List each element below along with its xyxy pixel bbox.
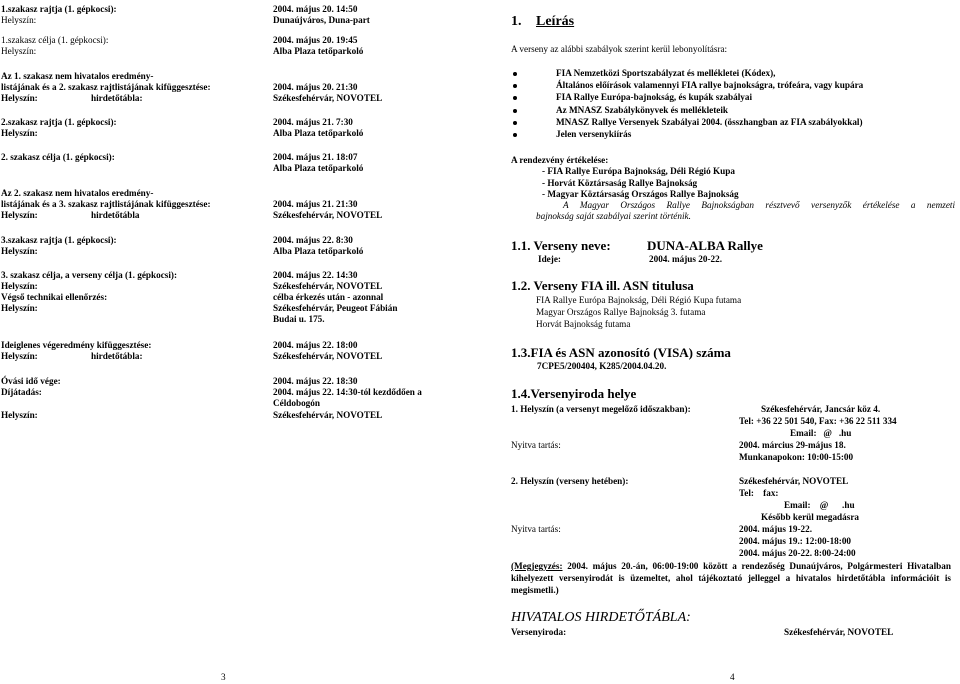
schedule-label: Helyszín:	[1, 128, 38, 138]
note-label: (Megjegyzés:	[511, 561, 563, 571]
evaluation-item: - Horvát Köztársaság Rallye Bajnokság	[542, 177, 698, 188]
rule-item: MNASZ Rallye Versenyek Szabályai 2004. (összhangban az FIA szabályokkal)	[556, 116, 863, 127]
visa-number: 7CPE5/200404, K285/2004.04.20.	[537, 361, 667, 371]
rule-item: Az MNASZ Szabálykönyvek és mellékleteik	[556, 104, 729, 115]
evaluation-note-line-2: bajnokság saját szabályai szerint történik.	[536, 211, 691, 221]
schedule-label: 2.szakasz rajtja (1. gépkocsi):	[1, 117, 117, 127]
schedule-label: Végső technikai ellenőrzés:	[1, 292, 108, 302]
schedule-label: listájának és a 2. szakasz rajtlistájának kifüggesztése:	[1, 82, 211, 92]
evaluation-title: A rendezvény értékelése:	[511, 155, 609, 165]
office-1-tel: Tel: +36 22 501 540, Fax: +36 22 511 334	[739, 416, 897, 426]
bullet-icon	[513, 96, 517, 100]
office-1-label: 1. Helyszín (a versenyt megelőző időszakban):	[511, 404, 691, 414]
schedule-label: Az 2. szakasz nem hivatalos eredmény-	[1, 188, 154, 198]
note-text: 2004. május 20.-án, 06:00-19:00 között a rendezőség Dunaújváros, Polgármesteri Hivatalban kihelyezett versenyirodát is üzemeltet, ahol tájékoztató jelleggel a hivatalos hirdetőtábla információit is megismetli.)	[511, 561, 951, 595]
office-1-open: 2004. március 29-május 18.	[739, 440, 846, 450]
bullet-icon	[513, 133, 517, 137]
office-2-address: Székesfehérvár, NOVOTEL	[739, 476, 849, 486]
office-1-hours: Munkanapokon: 10:00-15:00	[739, 452, 854, 462]
office-2-open-2: 2004. május 19.: 12:00-18:00	[739, 536, 852, 546]
schedule-value: 2004. május 22. 18:30	[273, 376, 358, 386]
schedule-label: Díjátadás:	[1, 387, 42, 397]
evaluation-note-line-1: A Magyar Országos Rallye Bajnokságban résztvevő versenyzők értékelése a nemzeti	[563, 200, 955, 210]
s12-line-2: Magyar Országos Rallye Bajnokság 3. futama	[536, 307, 706, 317]
evaluation-item: - Magyar Köztársaság Országos Rallye Bajnokság	[542, 189, 739, 199]
schedule-label: Ideiglenes végeredmény kifüggesztése:	[1, 340, 152, 350]
schedule-sublabel: hirdetőtábla:	[91, 93, 143, 103]
schedule-label: Helyszín:	[1, 351, 38, 361]
section-1-2-title: 1.2. Verseny FIA ill. ASN titulusa	[511, 278, 694, 293]
schedule-value: Alba Plaza tetőparkoló	[273, 46, 364, 56]
schedule-label: 2. szakasz célja (1. gépkocsi):	[1, 152, 115, 162]
right-page-number: 4	[730, 672, 735, 682]
schedule-value: 2004. május 21. 18:07	[273, 152, 358, 162]
schedule-value: 2004. május 20. 19:45	[273, 35, 358, 45]
schedule-value: Székesfehérvár, NOVOTEL	[273, 351, 383, 361]
rule-item: FIA Nemzetközi Sportszabályzat és mellékletei (Kódex),	[556, 68, 776, 78]
rule-item: Jelen versenykiírás	[556, 129, 632, 139]
schedule-label: Helyszín:	[1, 46, 37, 56]
schedule-label: 1.szakasz rajtja (1. gépkocsi):	[1, 4, 117, 14]
schedule-value: 2004. május 22. 14:30-tól kezdődően a	[273, 387, 422, 397]
office-1-email: Email: @ .hu	[790, 428, 852, 438]
rules-intro: A verseny az alábbi szabályok szerint kerül lebonyolításra:	[511, 44, 728, 54]
schedule-value: Alba Plaza tetőparkoló	[273, 246, 364, 256]
office-note	[511, 560, 951, 596]
schedule-value: Céldobogón	[273, 398, 320, 408]
official-board-value: Székesfehérvár, NOVOTEL	[784, 627, 894, 637]
schedule-value: Székesfehérvár, Peugeot Fábián	[273, 303, 398, 313]
office-1-open-label: Nyitva tartás:	[511, 440, 561, 450]
schedule-label: Az 1. szakasz nem hivatalos eredmény-	[1, 71, 154, 81]
schedule-label: Helyszín:	[1, 210, 38, 220]
office-2-open-label: Nyitva tartás:	[511, 524, 561, 534]
schedule-sublabel: hirdetőtábla	[91, 210, 140, 220]
schedule-value: 2004. május 21. 7:30	[273, 117, 353, 127]
section-1-1-title: 1.1. Verseny neve:	[511, 238, 611, 253]
schedule-label: Helyszín:	[1, 246, 38, 256]
schedule-value: 2004. május 20. 21:30	[273, 82, 358, 92]
rule-item: FIA Rallye Európa-bajnokság, és kupák szabályai	[556, 92, 753, 103]
bullet-icon	[513, 121, 517, 125]
s12-line-3: Horvát Bajnokság futama	[536, 319, 631, 329]
bullet-icon	[513, 84, 517, 88]
office-2-open-1: 2004. május 19-22.	[739, 524, 812, 534]
s12-line-1: FIA Rallye Európa Bajnokság, Déli Régió Kupa futama	[536, 295, 742, 305]
schedule-label: 1.szakasz célja (1. gépkocsi):	[1, 35, 109, 45]
schedule-value: Dunaújváros, Duna-part	[273, 15, 370, 25]
section-1-1-value: DUNA-ALBA Rallye	[647, 238, 763, 253]
section-1-title: Leírás	[536, 14, 575, 29]
bullet-icon	[513, 72, 517, 76]
office-1-address: Székesfehérvár, Jancsár köz 4.	[761, 404, 881, 414]
rule-item: Általános előírások valamennyi FIA rallye bajnokságra, trófeára, vagy kupára	[556, 80, 864, 91]
left-page-number: 3	[221, 672, 226, 682]
schedule-value: Székesfehérvár, NOVOTEL	[273, 210, 383, 220]
office-2-later: Később kerül megadásra	[761, 512, 860, 522]
schedule-value: Budai u. 175.	[273, 314, 325, 324]
schedule-sublabel: hirdetőtábla:	[91, 351, 143, 361]
office-2-open-3: 2004. május 20-22. 8:00-24:00	[739, 548, 856, 558]
schedule-label: 3.szakasz rajtja (1. gépkocsi):	[1, 235, 117, 245]
schedule-value: Székesfehérvár, NOVOTEL	[273, 410, 383, 420]
schedule-value: Székesfehérvár, NOVOTEL	[273, 93, 383, 103]
schedule-value: 2004. május 20. 14:50	[273, 4, 358, 14]
schedule-value: 2004. május 21. 21:30	[273, 199, 358, 209]
schedule-value: célba érkezés után - azonnal	[273, 292, 384, 302]
schedule-label: Helyszín:	[1, 281, 38, 291]
section-1-number: 1.	[511, 14, 522, 29]
schedule-value: 2004. május 22. 18:00	[273, 340, 358, 350]
schedule-value: 2004. május 22. 14:30	[273, 270, 358, 280]
schedule-label: Helyszín:	[1, 410, 38, 420]
evaluation-item: - FIA Rallye Európa Bajnokság, Déli Régió Kupa	[542, 166, 735, 176]
section-1-3-title: 1.3.FIA és ASN azonosító (VISA) száma	[511, 345, 731, 360]
event-date-value: 2004. május 20-22.	[649, 254, 722, 264]
schedule-value: Alba Plaza tetőparkoló	[273, 128, 364, 138]
schedule-label: listájának és a 3. szakasz rajtlistájának kifüggesztése:	[1, 199, 211, 209]
schedule-value: 2004. május 22. 8:30	[273, 235, 353, 245]
schedule-label: Helyszín:	[1, 303, 38, 313]
official-board-label: Versenyiroda:	[511, 627, 567, 637]
schedule-value: Alba Plaza tetőparkoló	[273, 163, 364, 173]
schedule-label: Helyszín:	[1, 15, 37, 25]
official-board-title: HIVATALOS HIRDETŐTÁBLA:	[511, 610, 691, 625]
schedule-label: Óvási idő vége:	[1, 376, 61, 386]
section-1-4-title: 1.4.Versenyiroda helye	[511, 386, 637, 401]
schedule-value: Székesfehérvár, NOVOTEL	[273, 281, 383, 291]
bullet-icon	[513, 109, 517, 113]
office-2-label: 2. Helyszín (verseny hetében):	[511, 476, 629, 486]
event-date-label: Ideje:	[538, 254, 561, 264]
schedule-label: Helyszín:	[1, 93, 38, 103]
schedule-label: 3. szakasz célja, a verseny célja (1. gépkocsi):	[1, 270, 178, 280]
office-2-email: Email: @ .hu	[784, 500, 855, 510]
office-2-tel: Tel: fax:	[739, 488, 779, 498]
